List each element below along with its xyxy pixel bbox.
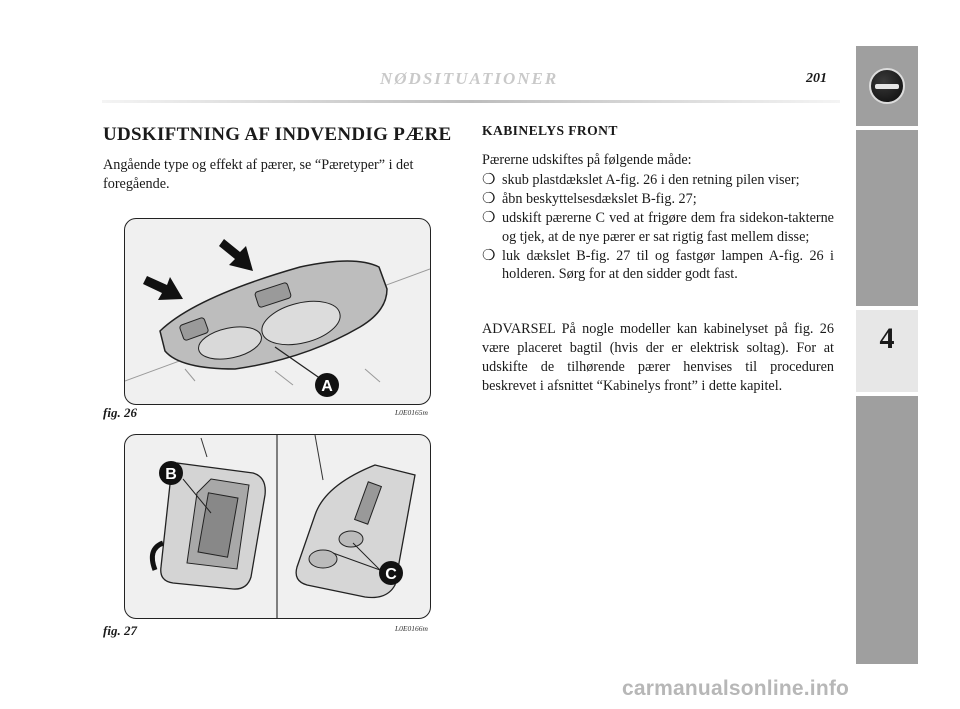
steps-list	[482, 171, 834, 284]
lead-text: Pærerne udskiftes på følgende måde:	[482, 152, 692, 168]
fig26-caption: fig. 26	[103, 405, 137, 420]
sidebar-logo-block	[856, 46, 918, 126]
bullet-icon: ❍	[482, 210, 496, 227]
arrow-icon	[143, 276, 183, 300]
list-item	[482, 209, 834, 245]
header-title: NØDSITUATIONER	[380, 69, 559, 88]
sidebar-block-upper	[856, 130, 918, 306]
section-heading: UDSKIFTNING AF INDVENDIG PÆRE	[103, 124, 452, 145]
lancia-logo-icon	[869, 68, 905, 104]
chapter-number: 4	[879, 322, 895, 355]
warning-text: ADVARSEL På nogle modeller kan kabinelyset på fig. 26 være placeret bagtil (hvis der er elektrisk soltag). For at udskifte de tilhørende pærer henvises til proceduren beskrevet i afsnittet “Kabinelys front” i dette kapitel.	[482, 321, 834, 394]
step-text: udskift pærerne C ved at frigøre dem fra sidekon-takterne og tjek, at de nye pærer er sat rigtig fast mellem disse;	[502, 210, 834, 245]
ceiling-lamp-illustration	[125, 219, 430, 404]
fig27-caption: fig. 27	[103, 623, 137, 638]
header-rule	[102, 100, 840, 103]
figure-27	[124, 434, 431, 619]
bullet-icon: ❍	[482, 247, 496, 264]
bullet-icon: ❍	[482, 172, 496, 188]
list-item	[482, 190, 834, 208]
watermark[interactable]: carmanualsonline.info	[622, 677, 850, 700]
fig26-code: L0E0165m	[395, 408, 428, 417]
callout-a-label: A	[321, 378, 333, 395]
sidebar-chapter-tab[interactable]	[856, 310, 918, 392]
callout-b-label: B	[165, 466, 177, 483]
chapter-sidebar	[856, 46, 918, 664]
step-text: åbn beskyttelsesdækslet B-fig. 27;	[502, 191, 697, 208]
arrow-icon	[219, 239, 253, 271]
list-item	[482, 247, 834, 283]
figure-26	[124, 218, 431, 405]
fig27-code: L0E0166m	[395, 624, 428, 633]
lamp-disassembly-illustration	[125, 435, 430, 618]
list-item	[482, 171, 834, 189]
callout-c-label: C	[385, 566, 397, 583]
sidebar-block-lower	[856, 396, 918, 664]
page-number: 201	[806, 71, 827, 86]
step-text: skub plastdækslet A-fig. 26 i den retning pilen viser;	[502, 172, 800, 188]
bullet-icon: ❍	[482, 191, 496, 208]
subheading-kabinelys: KABINELYS FRONT	[482, 123, 618, 138]
step-text: luk dækslet B-fig. 27 til og fastgør lampen A-fig. 26 i holderen. Sørg for at den sidder godt fast.	[502, 247, 834, 283]
intro-text: Angående type og effekt af pærer, se “Pæretyper” i det foregående.	[103, 157, 414, 192]
